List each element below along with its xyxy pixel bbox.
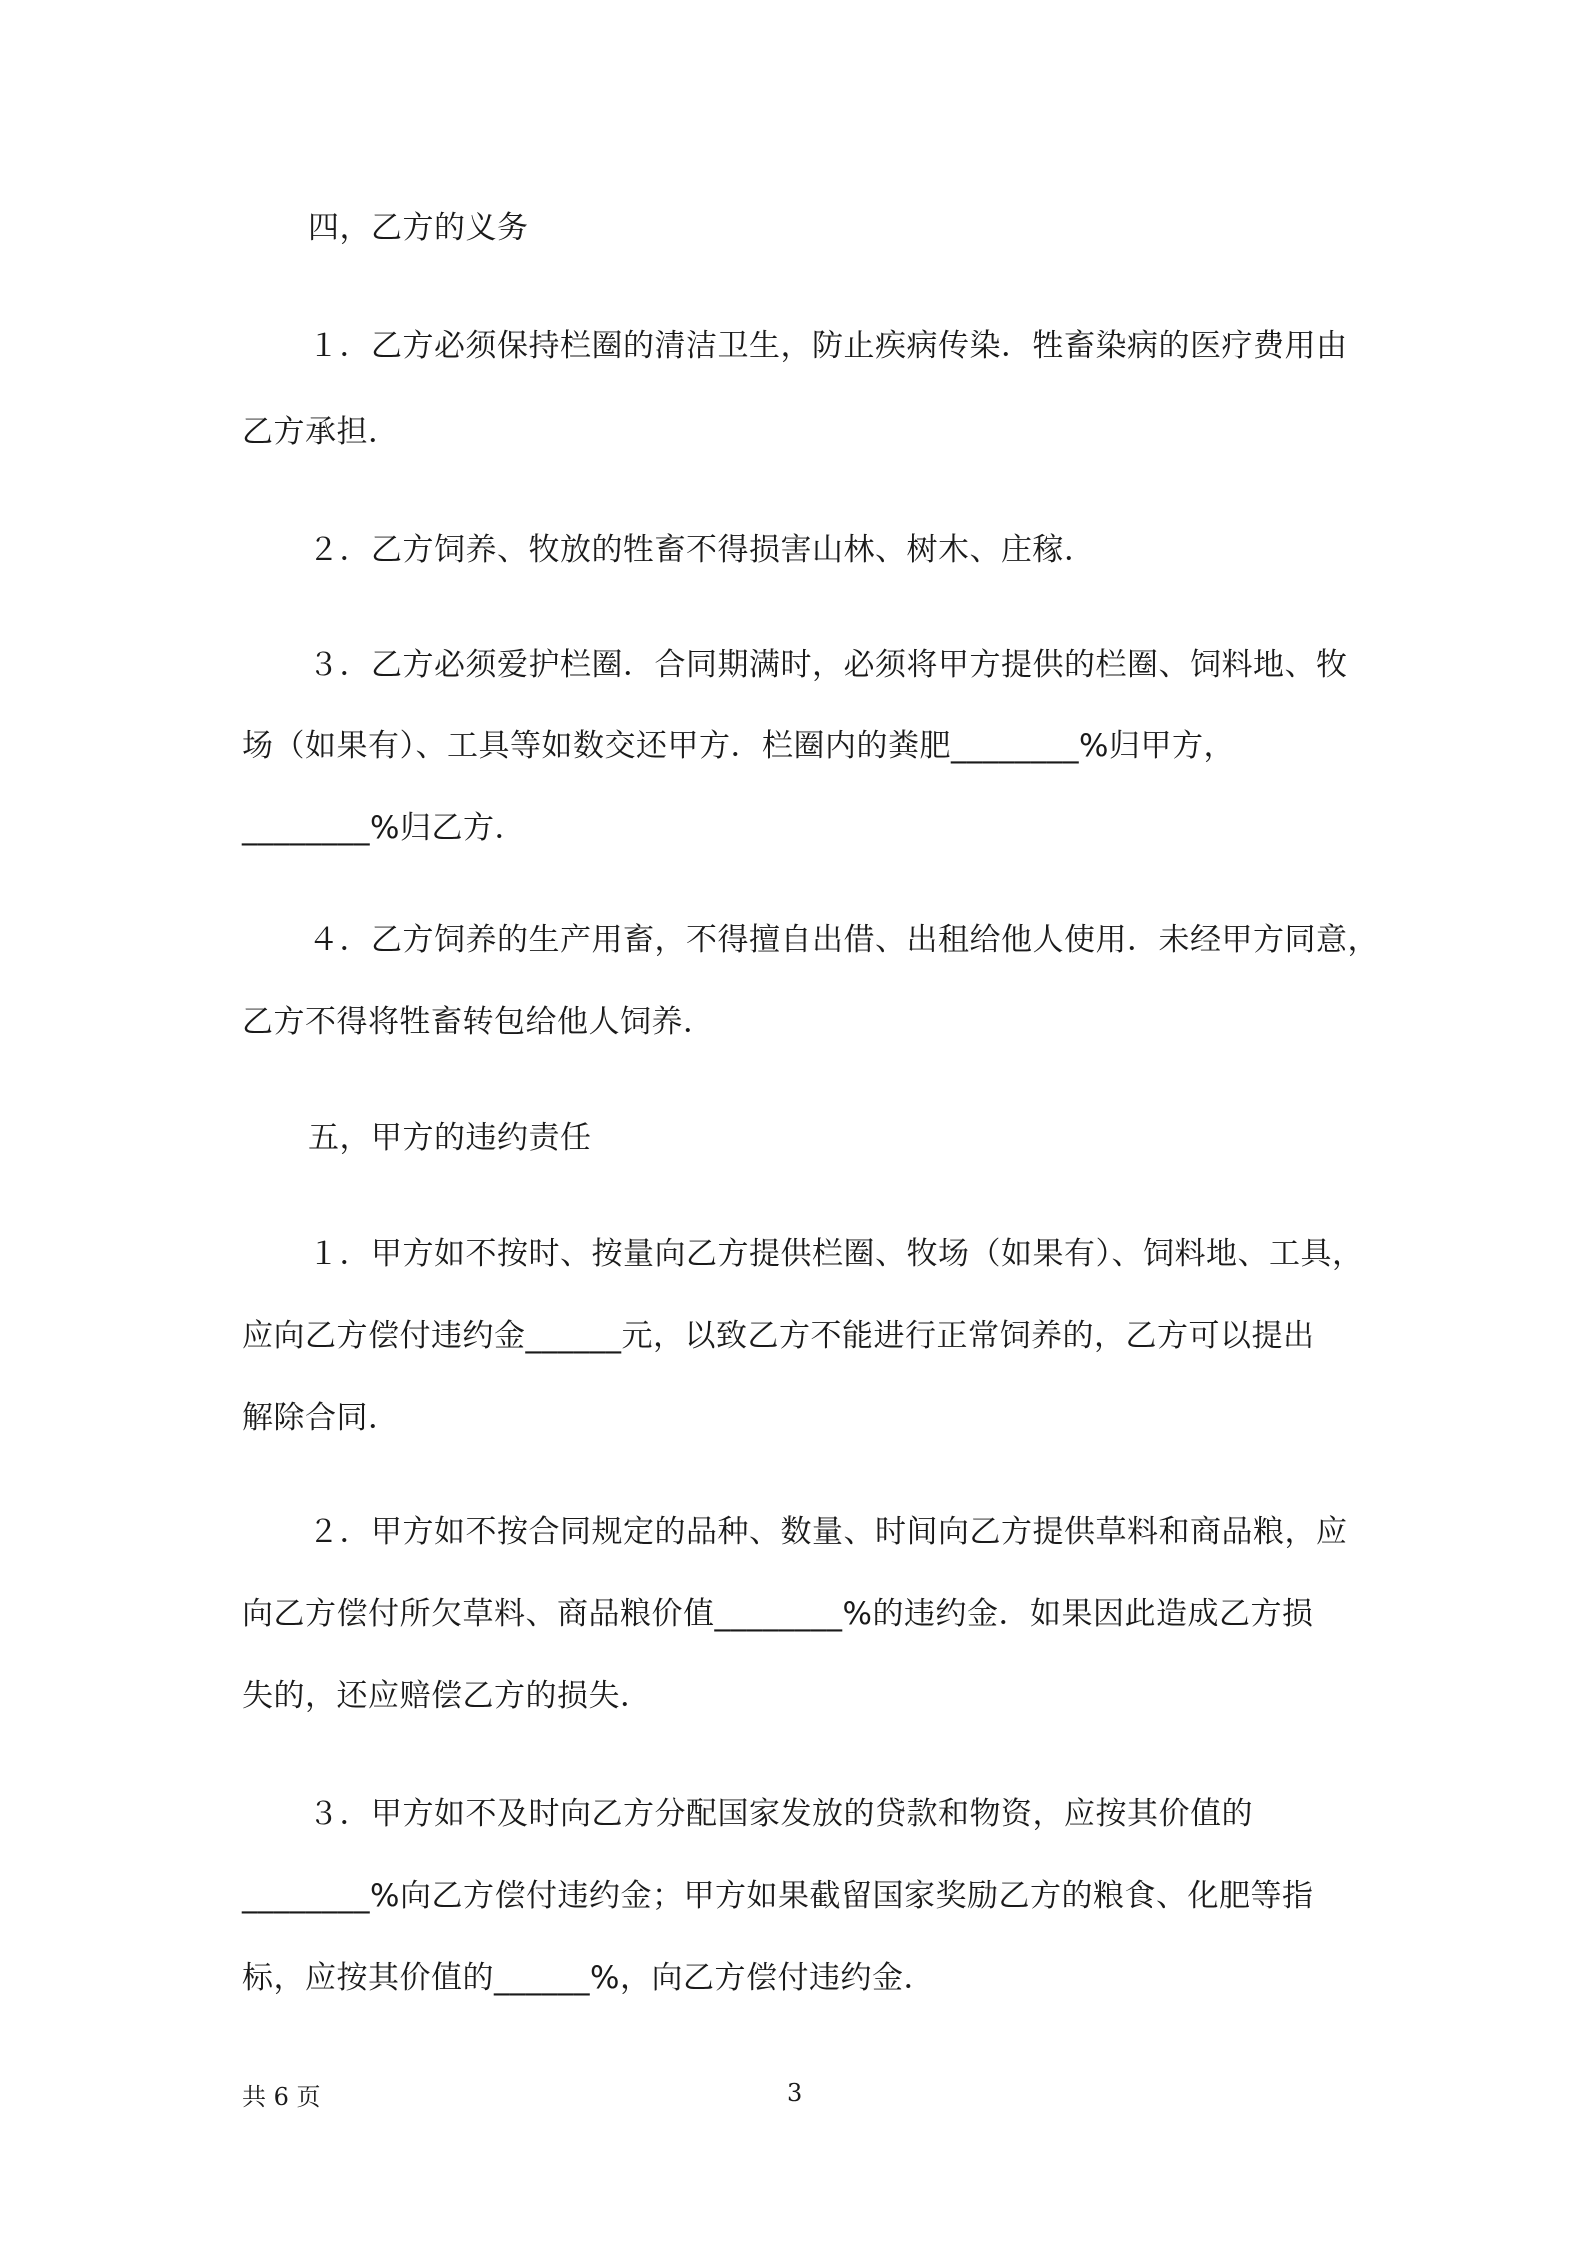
paragraph-line: ３．乙方必须爱护栏圈．合同期满时，必须将甲方提供的栏圈、饲料地、牧: [308, 647, 1348, 683]
paragraph-line: 解除合同．: [242, 1400, 400, 1436]
footer-total-pages: 共 6 页: [242, 2083, 321, 2111]
paragraph-line: 标，应按其价值的______%，向乙方偿付违约金．: [242, 1960, 935, 1996]
paragraph-line: 应向乙方偿付违约金______元，以致乙方不能进行正常饲养的，乙方可以提出: [242, 1318, 1315, 1354]
paragraph-line: 向乙方偿付所欠草料、商品粮价值________%的违约金．如果因此造成乙方损: [242, 1596, 1314, 1632]
paragraph-line: 乙方承担．: [242, 414, 400, 450]
paragraph-line: １．乙方必须保持栏圈的清洁卫生，防止疾病传染．牲畜染病的医疗费用由: [308, 328, 1348, 364]
section-heading: 四，乙方的义务: [308, 210, 529, 246]
paragraph-line: ________%向乙方偿付违约金；甲方如果截留国家奖励乙方的粮食、化肥等指: [242, 1878, 1314, 1914]
paragraph-line: ４．乙方饲养的生产用畜，不得擅自出借、出租给他人使用．未经甲方同意，: [308, 922, 1379, 958]
footer-page-number: 3: [787, 2079, 803, 2107]
paragraph-line: ３．甲方如不及时向乙方分配国家发放的贷款和物资，应按其价值的: [308, 1796, 1253, 1832]
paragraph-line: ２．乙方饲养、牧放的牲畜不得损害山林、树木、庄稼．: [308, 532, 1096, 568]
section-heading: 五，甲方的违约责任: [308, 1120, 592, 1156]
paragraph-line: 场（如果有）、工具等如数交还甲方．栏圈内的粪肥________%归甲方，: [242, 728, 1235, 764]
paragraph-line: 乙方不得将牲畜转包给他人饲养．: [242, 1004, 715, 1040]
paragraph-line: １．甲方如不按时、按量向乙方提供栏圈、牧场（如果有）、饲料地、工具，: [308, 1236, 1364, 1272]
paragraph-line: ２．甲方如不按合同规定的品种、数量、时间向乙方提供草料和商品粮，应: [308, 1514, 1348, 1550]
paragraph-line: 失的，还应赔偿乙方的损失．: [242, 1678, 652, 1714]
paragraph-line: ________%归乙方．: [242, 810, 526, 846]
